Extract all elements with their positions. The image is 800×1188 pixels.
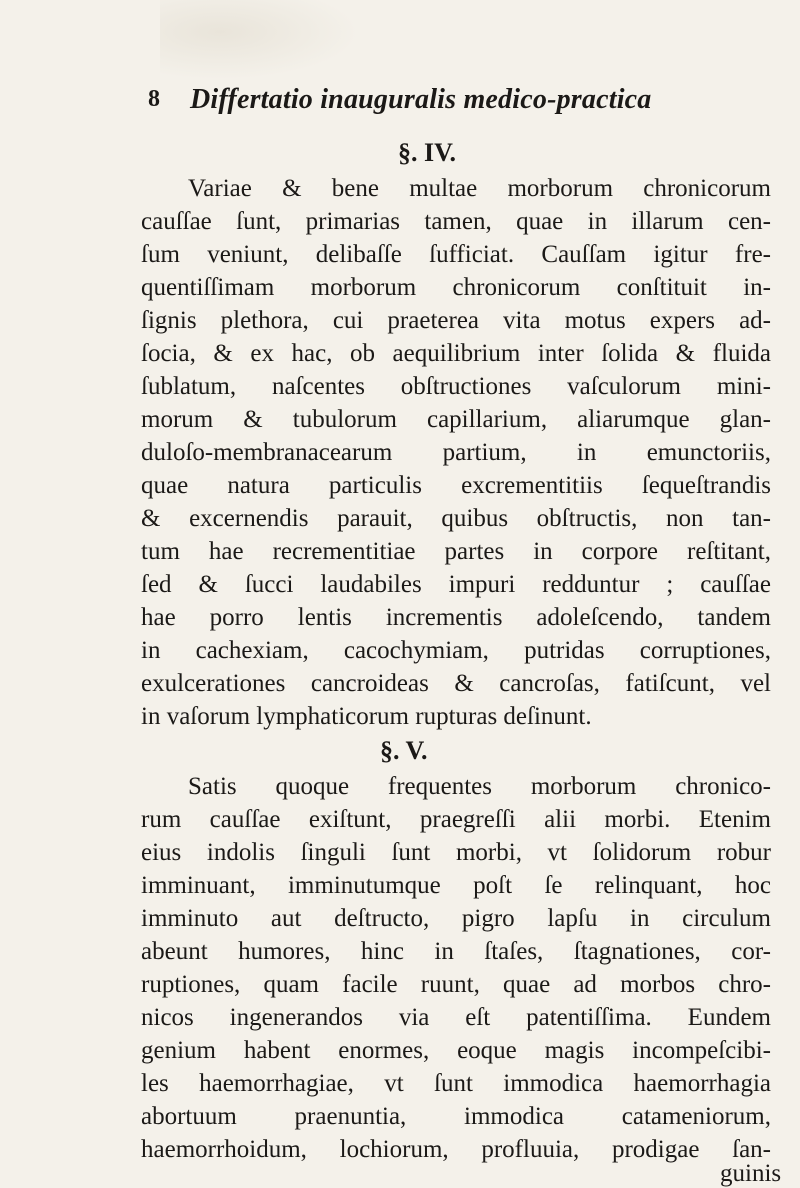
text-line: in vaſorum lymphaticorum rupturas deſinunt. (141, 703, 592, 730)
page-number: 8 (148, 86, 160, 112)
paper-stain (160, 0, 360, 80)
text-line: ſed & ſucci laudabiles impuri redduntur ; cauſſae (141, 571, 771, 598)
text-line: & excernendis parauit, quibus obſtructis, non tan- (141, 505, 771, 532)
text-line: haemorrhoidum, lochiorum, profluuia, prodigae ſan- (141, 1136, 771, 1163)
text-line: rum cauſſae exiſtunt, praegreſſi alii morbi. Etenim (141, 806, 771, 833)
text-line: quae natura particulis excrementitiis ſequeſtrandis (141, 472, 771, 499)
text-line: imminuant, imminutumque poſt ſe relinquant, hoc (141, 872, 771, 899)
running-title: Differtatio inauguralis medico-practica (190, 84, 652, 115)
text-line: ſignis plethora, cui praeterea vita motus expers ad- (141, 307, 771, 334)
text-line: cauſſae ſunt, primarias tamen, quae in illarum cen- (141, 208, 771, 235)
section-heading-iv: §. IV. (398, 138, 457, 167)
text-line: abortuum praenuntia, immodica catameniorum, (141, 1103, 771, 1130)
text-line: eius indolis ſinguli ſunt morbi, vt ſolidorum robur (141, 839, 771, 866)
catchword: guinis (720, 1160, 782, 1187)
text-line: ruptiones, quam facile ruunt, quae ad morbos chro- (141, 971, 771, 998)
text-line: abeunt humores, hinc in ſtaſes, ſtagnationes, cor- (141, 938, 771, 965)
text-line: ſublatum, naſcentes obſtructiones vaſculorum mini- (141, 373, 771, 400)
text-line: quentiſſimam morborum chronicorum conſtituit in- (141, 274, 771, 301)
text-line: morum & tubulorum capillarium, aliarumque glan- (141, 406, 771, 433)
text-line: Variae & bene multae morborum chronicorum (188, 175, 771, 202)
text-line: genium habent enormes, eoque magis incompeſcibi- (141, 1037, 771, 1064)
text-line: imminuto aut deſtructo, pigro lapſu in circulum (141, 905, 771, 932)
text-line: ſocia, & ex hac, ob aequilibrium inter ſolida & fluida (141, 340, 771, 367)
text-line: duloſo-membranacearum partium, in emunctoriis, (141, 439, 771, 466)
text-line: ſum veniunt, delibaſſe ſufficiat. Cauſſam igitur fre- (141, 241, 771, 268)
text-line: les haemorrhagiae, vt ſunt immodica haemorrhagia (141, 1070, 771, 1097)
page-header (148, 84, 708, 120)
text-line: tum hae recrementitiae partes in corpore reſtitant, (141, 538, 771, 565)
section-heading-v: §. V. (380, 736, 428, 765)
text-line: Satis quoque frequentes morborum chronico- (188, 773, 771, 800)
text-line: in cachexiam, cacochymiam, putridas corruptiones, (141, 637, 771, 664)
text-line: exulcerationes cancroideas & cancroſas, fatiſcunt, vel (141, 670, 771, 697)
text-line: hae porro lentis incrementis adoleſcendo, tandem (141, 604, 771, 631)
text-line: nicos ingenerandos via eſt patentiſſima. Eundem (141, 1004, 771, 1031)
